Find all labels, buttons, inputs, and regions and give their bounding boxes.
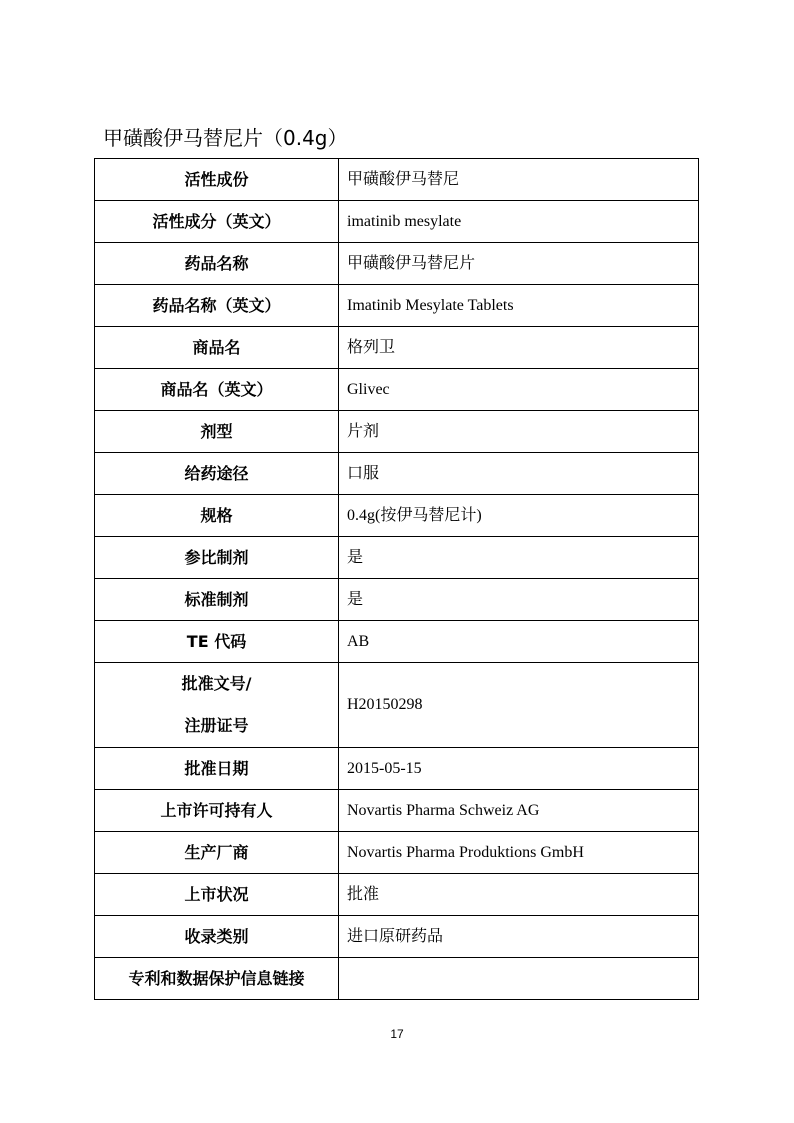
row-label: TE 代码 <box>95 621 339 663</box>
table-row <box>95 369 699 411</box>
table-row <box>95 832 699 874</box>
row-value: 甲磺酸伊马替尼片 <box>339 243 699 285</box>
row-label: 上市状况 <box>95 874 339 916</box>
row-value: AB <box>339 621 699 663</box>
row-label: 专利和数据保护信息链接 <box>95 958 339 1000</box>
row-label-line: 注册证号 <box>184 716 249 735</box>
row-label: 药品名称（英文） <box>95 285 339 327</box>
row-label: 上市许可持有人 <box>95 790 339 832</box>
table-row <box>95 453 699 495</box>
table-row <box>95 663 699 748</box>
row-label: 参比制剂 <box>95 537 339 579</box>
row-value: 口服 <box>339 453 699 495</box>
row-label: 活性成份 <box>95 159 339 201</box>
row-value: Novartis Pharma Produktions GmbH <box>339 832 699 874</box>
table-row <box>95 621 699 663</box>
table-row <box>95 243 699 285</box>
table-row <box>95 159 699 201</box>
row-label <box>95 663 339 748</box>
row-value <box>339 958 699 1000</box>
row-value: imatinib mesylate <box>339 201 699 243</box>
table-row <box>95 790 699 832</box>
row-value: 2015-05-15 <box>339 748 699 790</box>
table-row <box>95 537 699 579</box>
row-value: 是 <box>339 579 699 621</box>
row-value: 片剂 <box>339 411 699 453</box>
table-row <box>95 916 699 958</box>
table-row <box>95 748 699 790</box>
table-row <box>95 958 699 1000</box>
row-value: 批准 <box>339 874 699 916</box>
row-value: Imatinib Mesylate Tablets <box>339 285 699 327</box>
row-label: 活性成分（英文） <box>95 201 339 243</box>
row-value: 进口原研药品 <box>339 916 699 958</box>
row-label: 规格 <box>95 495 339 537</box>
row-value: Glivec <box>339 369 699 411</box>
row-label: 收录类别 <box>95 916 339 958</box>
row-label: 给药途径 <box>95 453 339 495</box>
row-value: 格列卫 <box>339 327 699 369</box>
page-title: 甲磺酸伊马替尼片（0.4g） <box>103 126 348 150</box>
page-number: 17 <box>390 1027 404 1041</box>
row-label: 批准日期 <box>95 748 339 790</box>
table-row <box>95 201 699 243</box>
row-label: 药品名称 <box>95 243 339 285</box>
table-row <box>95 579 699 621</box>
table-row <box>95 327 699 369</box>
row-label: 剂型 <box>95 411 339 453</box>
row-value: 0.4g(按伊马替尼计) <box>339 495 699 537</box>
row-value: H20150298 <box>339 663 699 748</box>
row-label: 商品名（英文） <box>95 369 339 411</box>
row-label-line: 批准文号/ <box>181 674 252 693</box>
row-value: Novartis Pharma Schweiz AG <box>339 790 699 832</box>
table-row <box>95 285 699 327</box>
row-value: 是 <box>339 537 699 579</box>
table-row <box>95 874 699 916</box>
table-row <box>95 411 699 453</box>
row-value: 甲磺酸伊马替尼 <box>339 159 699 201</box>
drug-info-table <box>94 158 699 1000</box>
row-label: 商品名 <box>95 327 339 369</box>
row-label: 标准制剂 <box>95 579 339 621</box>
table-row <box>95 495 699 537</box>
row-label: 生产厂商 <box>95 832 339 874</box>
